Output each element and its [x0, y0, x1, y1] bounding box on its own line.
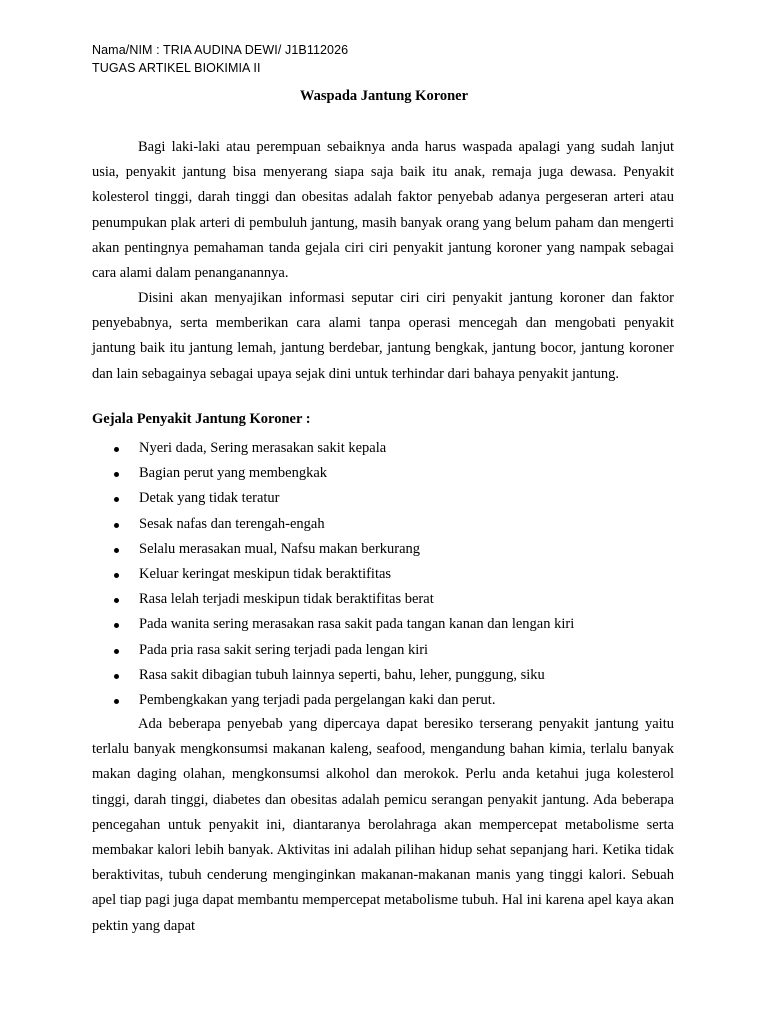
- list-item: [92, 537, 674, 562]
- bullet-icon: [114, 699, 119, 704]
- list-item: [92, 612, 674, 637]
- list-item-text: Pada pria rasa sakit sering terjadi pada lengan kiri: [139, 641, 429, 658]
- bullet-icon: [114, 497, 119, 502]
- list-item-text: Keluar keringat meskipun tidak beraktifitas: [139, 565, 392, 582]
- symptoms-heading: Gejala Penyakit Jantung Koroner :: [92, 411, 311, 427]
- list-item: [92, 512, 674, 537]
- bullet-icon: [114, 523, 119, 528]
- list-item-text: Rasa lelah terjadi meskipun tidak beraktifitas berat: [139, 591, 434, 608]
- bullet-icon: [114, 623, 119, 628]
- list-item-text: Rasa sakit dibagian tubuh lainnya seperti, bahu, leher, punggung, siku: [139, 666, 545, 683]
- bullet-icon: [114, 598, 119, 603]
- bullet-icon: [114, 548, 119, 553]
- list-item-text: Selalu merasakan mual, Nafsu makan berkurang: [139, 540, 421, 557]
- list-item: [92, 486, 674, 511]
- bullet-icon: [114, 472, 119, 477]
- list-item: [92, 638, 674, 663]
- list-item: [92, 587, 674, 612]
- author-line: Nama/NIM : TRIA AUDINA DEWI/ J1B112026: [92, 43, 349, 57]
- bullet-icon: [114, 649, 119, 654]
- list-item: [92, 688, 674, 713]
- list-item: [92, 663, 674, 688]
- list-item-text: Nyeri dada, Sering merasakan sakit kepala: [139, 440, 387, 456]
- paragraph-text: Ada beberapa penyebab yang dipercaya dapat beresiko terserang penyakit jantung yaitu terlalu banyak mengkonsumsi makanan kaleng, seafood, mengandung bahan kimia, terlalu banyak makan daging olahan, mengkonsumsi alkohol dan merokok. Perlu anda ketahui juga kolesterol tinggi, darah tinggi, diabetes dan obesitas adalah pemicu serangan penyakit jantung. Ada beberapa pencegahan untuk penyakit ini, diantaranya berolahraga akan mempercepat metabolisme serta membakar kalori lebih banyak. Aktivitas ini adalah pilihan hidup sehat sepanjang hari. Ketika tidak beraktivitas, tubuh cenderung menginginkan makanan-makanan manis yang tinggi kalori. Sebuah apel tiap pagi juga dapat membantu mempercepat metabolisme tubuh. Hal ini karena apel kaya akan pektin yang dapat: [92, 716, 674, 934]
- list-item-text: Bagian perut yang membengkak: [139, 465, 328, 482]
- list-item-text: Sesak nafas dan terengah-engah: [139, 515, 325, 532]
- paragraph-info: [92, 286, 674, 387]
- paragraph-causes: [92, 712, 674, 939]
- paragraph-intro: [92, 135, 674, 286]
- symptoms-list: [92, 436, 674, 713]
- list-item: [92, 436, 674, 461]
- list-item: [92, 562, 674, 587]
- list-item-text: Pembengkakan yang terjadi pada pergelangan kaki dan perut.: [139, 691, 496, 708]
- list-item-text: Detak yang tidak teratur: [139, 490, 280, 507]
- bullet-icon: [114, 674, 119, 679]
- article-title: Waspada Jantung Koroner: [299, 88, 469, 104]
- course-line: TUGAS ARTIKEL BIOKIMIA II: [92, 61, 261, 75]
- list-item-text: Pada wanita sering merasakan rasa sakit pada tangan kanan dan lengan kiri: [139, 616, 575, 633]
- bullet-icon: [114, 573, 119, 578]
- paragraph-text: Disini akan menyajikan informasi seputar ciri ciri penyakit jantung koroner dan faktor penyebabnya, serta memberikan cara alami tanpa operasi mencegah dan mengobati penyakit jantung baik itu jantung lemah, jantung berdebar, jantung bengkak, jantung bocor, jantung koroner dan lain sebagainya sebagai upaya sejak dini untuk terhindar dari bahaya penyakit jantung.: [92, 290, 674, 382]
- bullet-icon: [114, 447, 119, 452]
- list-item: [92, 461, 674, 486]
- paragraph-text: Bagi laki-laki atau perempuan sebaiknya anda harus waspada apalagi yang sudah lanjut usia, penyakit jantung bisa menyerang siapa saja baik itu anak, remaja juga dewasa. Penyakit kolesterol tinggi, darah tinggi dan obesitas adalah faktor penyebab adanya pergeseran arteri atau penumpukan plak arteri di pembuluh jantung, masih banyak orang yang belum paham dan mengerti akan pentingnya pemahaman tanda gejala ciri ciri penyakit jantung koroner yang nampak sebagai cara alami dalam penanganannya.: [92, 139, 674, 282]
